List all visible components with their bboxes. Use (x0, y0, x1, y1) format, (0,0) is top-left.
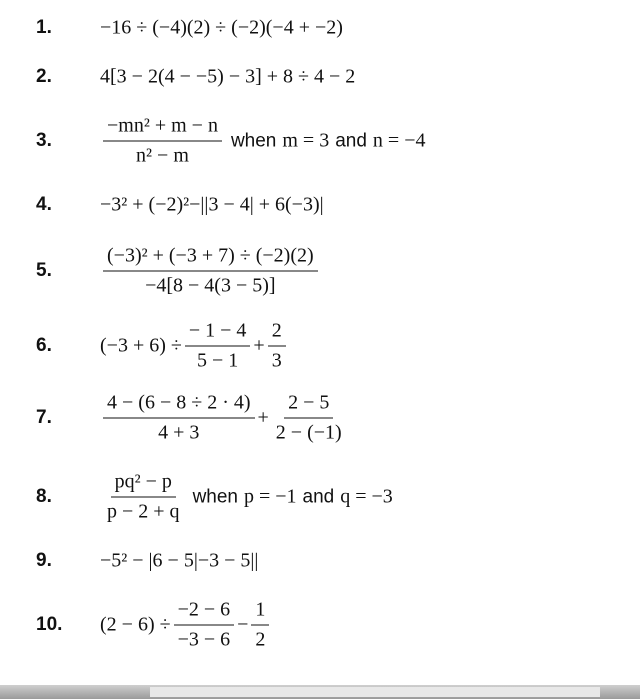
problem-number: 3. (36, 130, 52, 151)
when-label: when (230, 130, 277, 151)
problem-number: 5. (36, 260, 52, 281)
numerator: 2 − 5 (284, 392, 333, 419)
problem-expression: −5² − |6 − 5|−3 − 5|| (100, 549, 259, 572)
denominator: 2 − (−1) (275, 421, 342, 444)
operator: − (237, 613, 249, 636)
problem-number: 8. (36, 486, 52, 507)
numerator: 1 (251, 599, 269, 626)
operator: + (253, 334, 265, 357)
problem-number: 1. (36, 17, 52, 38)
fraction (103, 245, 318, 298)
problem-expression (100, 115, 425, 168)
when-label: when (192, 486, 238, 507)
fraction (103, 471, 184, 524)
denominator: 4 + 3 (158, 421, 200, 444)
denominator: −4[8 − 4(3 − 5)] (145, 274, 276, 297)
numerator: −2 − 6 (174, 599, 235, 626)
fraction (103, 115, 222, 168)
problem-number: 10. (36, 614, 63, 635)
problem-number: 9. (36, 550, 52, 571)
bottom-edge-strip (150, 687, 600, 697)
numerator: − 1 − 4 (185, 320, 251, 347)
and-label: and (302, 486, 335, 507)
fraction-2 (251, 599, 269, 652)
problem-expression: −3² + (−2)²−||3 − 4| + 6(−3)| (100, 193, 324, 216)
condition-1: m = 3 (282, 129, 330, 152)
problem-expression (100, 599, 272, 652)
problem-number: 2. (36, 66, 52, 87)
problem-number: 4. (36, 194, 52, 215)
fraction-2 (268, 320, 286, 373)
problem-expression (100, 245, 321, 298)
fraction-2 (272, 392, 346, 445)
fraction-1 (103, 392, 255, 445)
problem-expression (100, 392, 349, 445)
problem-number: 7. (36, 407, 52, 428)
problem-expression: 4[3 − 2(4 − −5) − 3] + 8 ÷ 4 − 2 (100, 65, 356, 88)
numerator: (−3)² + (−3 + 7) ÷ (−2)(2) (103, 245, 318, 272)
numerator: −mn² + m − n (103, 115, 222, 142)
fraction-1 (185, 320, 251, 373)
denominator: 2 (255, 628, 266, 651)
problem-number: 6. (36, 335, 52, 356)
bottom-edge-bar (0, 685, 640, 699)
numerator: 4 − (6 − 8 ÷ 2 · 4) (103, 392, 255, 419)
condition-2: q = −3 (340, 485, 393, 508)
denominator: n² − m (136, 144, 189, 167)
fraction-1 (174, 599, 235, 652)
and-label: and (335, 130, 367, 151)
prefix-expression: (2 − 6) ÷ (100, 613, 171, 636)
denominator: 5 − 1 (197, 349, 239, 372)
operator: + (257, 406, 269, 429)
numerator: pq² − p (111, 471, 176, 498)
numerator: 2 (268, 320, 286, 347)
problem-expression (100, 471, 393, 524)
condition-1: p = −1 (243, 485, 297, 508)
condition-2: n = −4 (372, 129, 426, 152)
prefix-expression: (−3 + 6) ÷ (100, 334, 182, 357)
denominator: p − 2 + q (107, 500, 180, 523)
denominator: 3 (271, 349, 282, 372)
problem-expression: −16 ÷ (−4)(2) ÷ (−2)(−4 + −2) (100, 16, 343, 39)
denominator: −3 − 6 (177, 628, 231, 651)
problem-expression (100, 320, 289, 373)
